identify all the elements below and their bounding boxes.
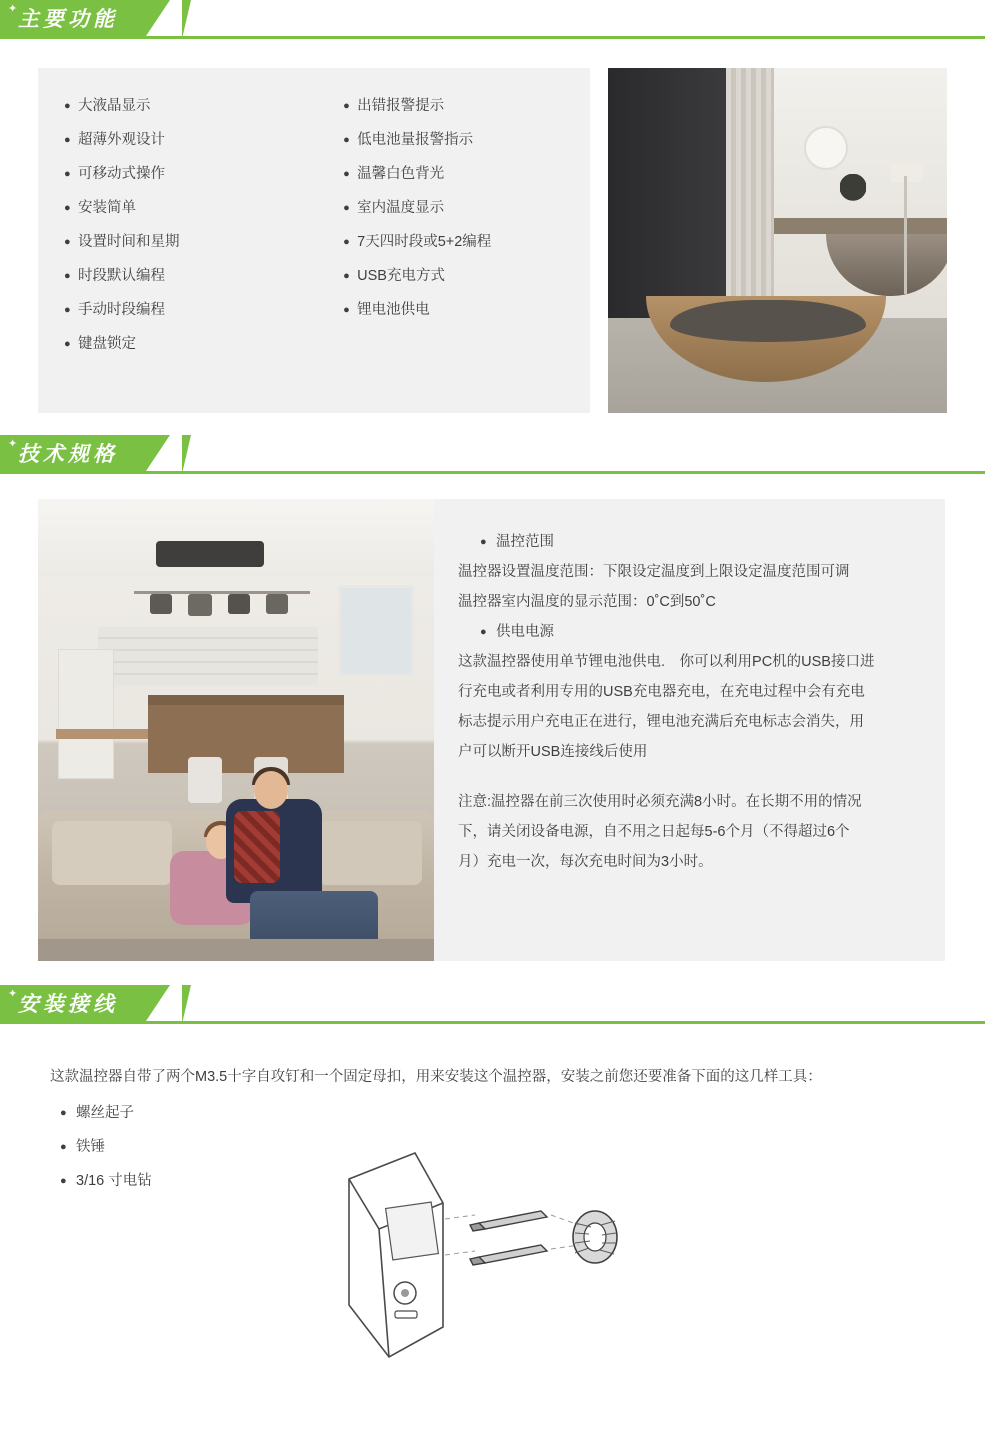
spec-note-line: 月）充电一次，每次充电时间为3小时。	[458, 854, 713, 870]
spec-heading-label: 供电电源	[496, 624, 554, 640]
feature-label: 安装简单	[78, 200, 136, 216]
bullet-icon: ●	[64, 236, 71, 248]
tool-label: 螺丝起子	[76, 1105, 134, 1121]
feature-label: 可移动式操作	[78, 166, 165, 182]
list-item	[50, 1103, 935, 1123]
install-section	[0, 1031, 985, 1375]
list-item	[64, 198, 327, 218]
features-column-1	[64, 96, 327, 413]
bullet-icon: ●	[64, 270, 71, 282]
list-item	[64, 96, 327, 116]
list-item	[64, 266, 327, 286]
header-tab-install	[0, 985, 144, 1024]
feature-label: 时段默认编程	[78, 268, 165, 284]
list-item	[343, 96, 590, 116]
specs-section	[0, 481, 985, 961]
install-intro-text: 这款温控器自带了两个M3.5十字自攻钉和一个固定母扣，用来安装这个温控器，安装之前您还要准备下面的这几样工具：	[50, 1069, 822, 1085]
header-tab-specs	[0, 435, 144, 474]
header-tab-features	[0, 0, 144, 39]
header-slash-icon	[178, 0, 192, 39]
list-item	[343, 198, 590, 218]
spec-line: 这款温控器使用单节锂电池供电. 你可以利用PC机的USB接口进	[458, 654, 875, 670]
features-column-2	[327, 96, 590, 413]
list-item	[64, 130, 327, 150]
bedroom-interior-photo	[608, 68, 947, 413]
bullet-icon: ●	[60, 1175, 67, 1187]
list-item	[343, 232, 590, 252]
feature-label: USB充电方式	[357, 268, 445, 284]
sparkle-icon: ✦	[8, 988, 18, 1000]
installation-diagram	[50, 1145, 935, 1375]
list-item	[64, 164, 327, 184]
bullet-icon: ●	[343, 304, 350, 316]
sparkle-icon: ✦	[8, 3, 18, 15]
feature-label: 温馨白色背光	[357, 166, 445, 182]
spec-line: 温控器设置温度范围：下限设定温度到上限设定温度范围可调	[458, 564, 850, 580]
bullet-icon: ●	[343, 168, 350, 180]
sparkle-icon: ✦	[8, 438, 18, 450]
bullet-icon: ●	[64, 338, 71, 350]
bullet-icon: ●	[480, 626, 487, 638]
bullet-icon: ●	[60, 1141, 67, 1153]
feature-label: 设置时间和星期	[78, 234, 180, 250]
header-slash-icon	[178, 435, 192, 474]
feature-label: 锂电池供电	[357, 302, 430, 318]
tool-label: 3/16 寸电钻	[76, 1173, 152, 1189]
spec-line: 温控器室内温度的显示范围：0˚C到50˚C	[458, 594, 716, 610]
bullet-icon: ●	[64, 202, 71, 214]
list-item	[343, 130, 590, 150]
thermostat-mounting-diagram-icon	[303, 1145, 683, 1375]
spec-note-line: 注意:温控器在前三次使用时必须充满8小时。在长期不用的情况	[458, 794, 862, 810]
features-list-panel	[38, 68, 590, 413]
tool-label: 铁锤	[76, 1139, 105, 1155]
list-item	[64, 334, 327, 354]
feature-label: 低电池量报警指示	[357, 132, 474, 148]
family-living-room-photo	[38, 499, 434, 961]
list-item	[343, 266, 590, 286]
specs-text-panel	[434, 499, 945, 961]
spec-heading-range	[458, 527, 921, 557]
section-header-install	[0, 985, 985, 1031]
spec-heading-label: 温控范围	[496, 534, 554, 550]
spacer	[458, 767, 921, 787]
feature-label: 室内温度显示	[357, 200, 445, 216]
bullet-icon: ●	[343, 202, 350, 214]
list-item	[343, 300, 590, 320]
header-slash-icon	[178, 985, 192, 1024]
list-item	[64, 232, 327, 252]
spec-line: 标志提示用户充电正在进行，锂电池充满后充电标志会消失，用	[458, 714, 864, 730]
spec-line: 户可以断开USB连接线后使用	[458, 744, 648, 760]
bullet-icon: ●	[343, 270, 350, 282]
feature-label: 大液晶显示	[78, 98, 151, 114]
bullet-icon: ●	[343, 236, 350, 248]
feature-label: 超薄外观设计	[78, 132, 165, 148]
feature-label: 出错报警提示	[357, 98, 445, 114]
section-header-features	[0, 0, 985, 46]
section-title-install: 安装接线	[18, 993, 118, 1016]
bullet-icon: ●	[64, 134, 71, 146]
section-title-specs: 技术规格	[18, 443, 118, 466]
bullet-icon: ●	[60, 1107, 67, 1119]
list-item	[343, 164, 590, 184]
bullet-icon: ●	[64, 100, 71, 112]
bullet-icon: ●	[64, 168, 71, 180]
section-title-features: 主要功能	[18, 8, 118, 31]
spec-heading-power	[458, 617, 921, 647]
bullet-icon: ●	[343, 134, 350, 146]
bullet-icon: ●	[64, 304, 71, 316]
features-section	[0, 46, 985, 413]
spec-note-line: 下，请关闭设备电源，自不用之日起每5-6个月（不得超过6个	[458, 824, 850, 840]
feature-label: 键盘锁定	[78, 336, 136, 352]
section-header-specs	[0, 435, 985, 481]
feature-label: 7天四时段或5+2编程	[357, 234, 492, 250]
bullet-icon: ●	[343, 100, 350, 112]
spec-line: 行充电或者利用专用的USB充电器充电，在充电过程中会有充电	[458, 684, 865, 700]
list-item	[64, 300, 327, 320]
feature-label: 手动时段编程	[78, 302, 165, 318]
bullet-icon: ●	[480, 536, 487, 548]
